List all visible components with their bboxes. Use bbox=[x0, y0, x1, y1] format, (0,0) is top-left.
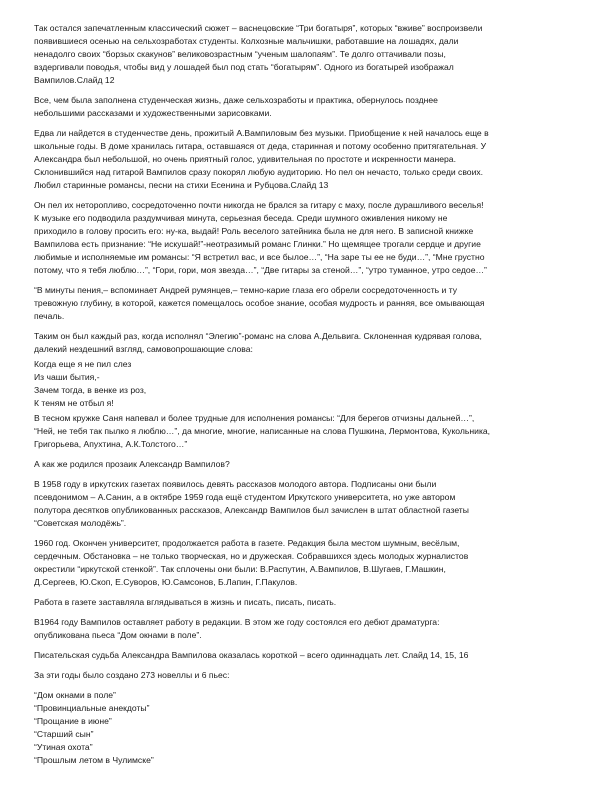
paragraph-elegy bbox=[34, 330, 578, 356]
text-line: Вампилов.Слайд 12 bbox=[34, 75, 115, 85]
paragraph-question-prose bbox=[34, 458, 578, 471]
text-line: В 1958 году в иркутских газетах появилось девять рассказов молодого автора. Подписаны они были bbox=[34, 479, 437, 489]
text-line: школьные годы. В доме хранилась гитара, оставшаяся от деда, старинная и потому особенно притягательная. У bbox=[34, 141, 487, 151]
text-line: Григорьева, Апухтина, А.К.Толстого…” bbox=[34, 439, 188, 449]
text-line: К теням не отбыл я! bbox=[34, 398, 114, 408]
text-line: Так остался запечатленным классический сюжет – васнецовские “Три богатыря”, которых “вживе” воспроизвели bbox=[34, 23, 483, 33]
paragraph-bogatyri bbox=[34, 22, 578, 87]
text-line: 1960 год. Окончен университет, продолжается работа в газете. Редакция была местом шумным, весёлым, bbox=[34, 538, 460, 548]
text-line: Едва ли найдется в студенчестве день, прожитый А.Вампиловым без музыки. Приобщение к ней началось еще в bbox=[34, 128, 489, 138]
paragraph-newspaper-work bbox=[34, 596, 578, 609]
text-line: Д.Сергеев, Ю.Скоп, Е.Суворов, Ю.Самсонов, Б.Лапин, Г.Пакулов. bbox=[34, 577, 298, 587]
play-title: “Прошлым летом в Чулимске” bbox=[34, 755, 154, 765]
text-line: Работа в газете заставляла вглядываться в жизнь и писать, писать, писать. bbox=[34, 597, 337, 607]
play-title: “Прощание в июне” bbox=[34, 716, 112, 726]
text-line: В1964 году Вампилов оставляет работу в редакции. В этом же году состоялся его дебют драматурга: bbox=[34, 617, 440, 627]
text-line: полутора десятков опубликованных рассказов, Александр Вампилов был зачислен в штат областной газеты bbox=[34, 505, 469, 515]
text-line: Любил старинные романсы, песни на стихи Есенина и Рубцова.Слайд 13 bbox=[34, 180, 329, 190]
text-line: Таким он был каждый раз, когда исполнял “Элегию”-романс на слова А.Дельвига. Склоненная кудрявая голова, bbox=[34, 331, 482, 341]
paragraph-1960 bbox=[34, 537, 578, 589]
paragraph-music bbox=[34, 127, 578, 192]
text-line: Когда еще я не пил слез bbox=[34, 359, 132, 369]
paragraph-romances bbox=[34, 199, 578, 277]
text-line: К музыке его подводила раздумчивая минута, серьезная беседа. Среди шумного оживления никому не bbox=[34, 213, 448, 223]
text-line: потому, что я тебя люблю…”, “Гори, гори, моя звезда…”, “Две гитары за стеной…”, “утро туманное, утро седое…” bbox=[34, 265, 487, 275]
text-line: Из чаши бытия,- bbox=[34, 372, 100, 382]
text-line: “Ней, не тебя так пылко я люблю…”, да многие, многие, написанные на слова Пушкина, Лермонтова, Кукольника, bbox=[34, 426, 491, 436]
text-line: “Советская молодёжь”. bbox=[34, 518, 127, 528]
text-line: любимые и исполняемые им романсы: “Я встретил вас, и все былое…”, “На заре ты ее не буди…”, “Мне грустно bbox=[34, 252, 485, 262]
text-line: вздергивали поводья, чтобы вид у лошадей был под стать “богатырям”. Одного из богатырей изображал bbox=[34, 62, 454, 72]
paragraph-1964 bbox=[34, 616, 578, 642]
text-line: далекий нездешний взгляд, самовопрошающие слова: bbox=[34, 344, 253, 354]
text-line: появившиеся осенью на сельхозработах студенты. Колхозные мальчишки, работавшие на лошадях, дали bbox=[34, 36, 459, 46]
play-title: “Утиная охота” bbox=[34, 742, 93, 752]
text-line: Склонившийся над гитарой Вампилов сразу покорял любую аудиторию. Но пел он нечасто, только среди своих. bbox=[34, 167, 484, 177]
text-line: небольшими рассказами и художественными зарисовками. bbox=[34, 108, 272, 118]
text-line: Он пел их неторопливо, сосредоточенно почти никогда не брался за гитару с маху, после дурашливого веселья! bbox=[34, 200, 484, 210]
paragraph-difficult-romances bbox=[34, 412, 578, 451]
text-line: окрестили “иркутской стенкой”. Так сплочены они были: В.Распутин, А.Вампилов, В.Шугаев, Г.Машкин, bbox=[34, 564, 446, 574]
play-title: “Дом окнами в поле” bbox=[34, 690, 116, 700]
paragraph-writer-fate bbox=[34, 649, 578, 662]
text-line: тревожную глубину, в которой, кажется помещалось особое знание, особая мудрость и ранняя, все омывающая bbox=[34, 298, 485, 308]
text-line: печаль. bbox=[34, 311, 65, 321]
text-line: В тесном кружке Саня напевал и более трудные для исполнения романсы: “Для берегов отчизны дальней…”, bbox=[34, 413, 475, 423]
text-line: За эти годы было создано 273 новеллы и 6 пьес: bbox=[34, 670, 230, 680]
text-line: опубликована пьеса “Дом окнами в поле”. bbox=[34, 630, 202, 640]
poem-verse bbox=[34, 358, 578, 410]
plays-list bbox=[34, 689, 578, 767]
text-line: Все, чем была заполнена студенческая жизнь, даже сельхозработы и практика, обернулось позднее bbox=[34, 95, 438, 105]
paragraph-works-count bbox=[34, 669, 578, 682]
text-line: сердечным. Обстановка – не только творческая, но и дружеская. Собравшихся здесь молодых журналистов bbox=[34, 551, 469, 561]
text-line: псевдонимом – А.Санин, а в октябре 1959 года ещё студентом Иркутского университета, но уже автором bbox=[34, 492, 456, 502]
paragraph-1958 bbox=[34, 478, 578, 530]
text-line: ненадолго своих “борзых скакунов” великовозрастным “ученым шалопаям”. Те долго оттачивали позы, bbox=[34, 49, 446, 59]
paragraph-rumyantsev-quote bbox=[34, 284, 578, 323]
text-line: Вампилова есть признание: “Не искушай!”-неотразимый романс Глинки.” Но щемящее трогали сердце и другие bbox=[34, 239, 481, 249]
play-title: “Старший сын” bbox=[34, 729, 94, 739]
text-line: Александра был небольшой, но очень приятный голос, удивительная по простоте и искренности манера. bbox=[34, 154, 456, 164]
paragraph-student-life bbox=[34, 94, 578, 120]
text-line: Зачем тогда, в венке из роз, bbox=[34, 385, 147, 395]
text-line: А как же родился прозаик Александр Вампилов? bbox=[34, 459, 230, 469]
text-line: “В минуты пения,– вспоминает Андрей румянцев,– темно-карие глаза его обрели сосредоточенность и ту bbox=[34, 285, 458, 295]
play-title: “Провинциальные анекдоты” bbox=[34, 703, 150, 713]
text-line: приходило в голову просить его: ну-ка, выдай! Роль веселого затейника была не для него. В записной книжке bbox=[34, 226, 474, 236]
text-line: Писательская судьба Александра Вампилова оказалась короткой – всего одиннадцать лет. Слайд 14, 15, 16 bbox=[34, 650, 469, 660]
